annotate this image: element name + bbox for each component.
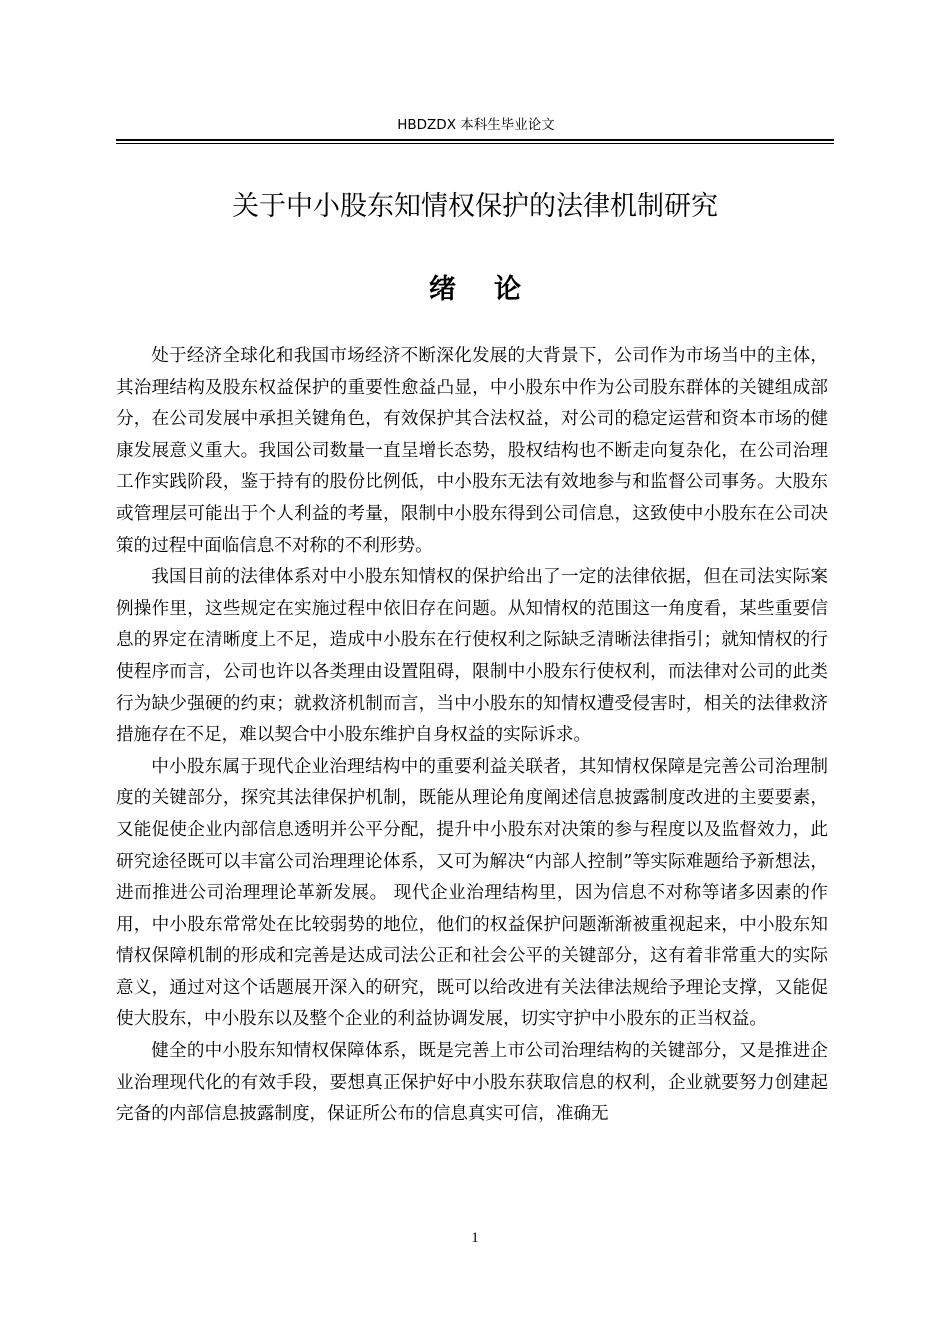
header-rule-thick — [116, 139, 834, 141]
body-paragraph: 处于经济全球化和我国市场经济不断深化发展的大背景下，公司作为市场当中的主体，其治理结构及股东权益保护的重要性愈益凸显，中小股东中作为公司股东群体的关键组成部分，在公司发展中承担关键角色，有效保护其合法权益，对公司的稳定运营和资本市场的健康发展意义重大。我国公司数量一直呈增长态势，股权结构也不断走向复杂化，在公司治理工作实践阶段，鉴于持有的股份比例低，中小股东无法有效地参与和监督公司事务。大股东或管理层可能出于个人利益的考量，限制中小股东得到公司信息，这致使中小股东在公司决策的过程中面临信息不对称的不利形势。 — [116, 346, 828, 556]
body-paragraph: 中小股东属于现代企业治理结构中的重要利益关联者，其知情权保障是完善公司治理制度的关键部分，探究其法律保护机制，既能从理论角度阐述信息披露制度改进的主要要素，又能促使企业内部信息透明并公平分配，提升中小股东对决策的参与程度以及监督效力，此研究途径既可以丰富公司治理理论体系，又可为解决“内部人控制”等实际难题给予新想法，进而推进公司治理理论革新发展。 现代企业治理结构里，因为信息不对称等诸多因素的作用，中小股东常常处在比较弱势的地位，他们的权益保护问题渐渐被重视起来，中小股东知情权保障机制的形成和完善是达成司法公正和社会公平的关键部分，这有着非常重大的实际意义，通过对这个话题展开深入的研究，既可以给改进有关法律法规给予理论支撑，又能促使大股东，中小股东以及整个企业的利益协调发展，切实守护中小股东的正当权益。 — [116, 756, 828, 1030]
header-rule-thin — [116, 143, 834, 144]
page-number: 1 — [471, 1230, 479, 1246]
body-paragraph: 健全的中小股东知情权保障体系，既是完善上市公司治理结构的关键部分，又是推进企业治理现代化的有效手段，要想真正保护好中小股东获取信息的权利，企业就要努力创建起完备的内部信息披露制度，保证所公布的信息真实可信，准确无 — [116, 1041, 828, 1125]
section-heading: 绪论 — [429, 274, 559, 305]
document-title: 关于中小股东知情权保护的法律机制研究 — [232, 191, 718, 222]
running-header: HBDZDX 本科生毕业论文 — [397, 117, 555, 133]
document-body — [116, 341, 828, 1131]
body-paragraph: 我国目前的法律体系对中小股东知情权的保护给出了一定的法律依据，但在司法实际案例操作里，这些规定在实施过程中依旧存在问题。从知情权的范围这一角度看，某些重要信息的界定在清晰度上不足，造成中小股东在行使权利之际缺乏清晰法律指引；就知情权的行使程序而言，公司也许以各类理由设置阻碍，限制中小股东行使权利，而法律对公司的此类行为缺少强硬的约束；就救济机制而言，当中小股东的知情权遭受侵害时，相关的法律救济措施存在不足，难以契合中小股东维护自身权益的实际诉求。 — [116, 567, 828, 746]
